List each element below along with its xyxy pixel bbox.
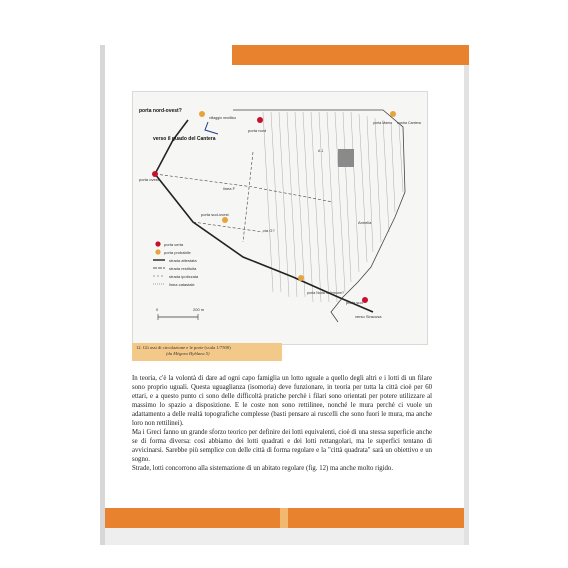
label-verso-siracusa: verso Siracusa [355, 314, 382, 319]
gate-sud-icon [362, 297, 368, 303]
bottom-orange-band [105, 508, 464, 528]
scale-zero: 0 [156, 307, 159, 312]
legend-certa-label: porta certa [164, 242, 184, 247]
top-orange-band [232, 45, 469, 65]
gate-noria-icon [298, 275, 304, 281]
label-porta-sud: porta sud [346, 300, 363, 305]
label-villaggio: villaggio neolitico [209, 116, 237, 120]
gate-mamo-icon [390, 111, 396, 117]
caption-line1: 12. Gli assi di circolazione e le porte (scala 1/7500) [136, 345, 231, 350]
paragraph-3: Strade, lotti concorrono alla sistemazione di un abitato regolare (fig. 12) ma anche molto rigido. [132, 465, 394, 472]
label-porta-noria: porta Noria Salemone? [307, 291, 344, 295]
legend-certa-icon [155, 241, 160, 246]
label-via-g: via G? [263, 228, 275, 233]
legend-attestata-label: strada attestata [169, 258, 197, 263]
label-porta-sudovest: porta sud-ovest [201, 212, 229, 217]
label-porta-nordovest: porta nord-ovest? [139, 108, 182, 114]
left-margin-strip [100, 45, 105, 545]
gate-nordovest-icon [199, 111, 205, 117]
paragraph-1: In teoria, c'è la volontà di dare ad ogni capo famiglia un lotto uguale a quello degli altri e i lotti di un filare sono proprio uguali. Questa uguaglianza (isomoria) deve funzionare, in teoria per tutta la città cioè per 60 ettari, e a questo punto ci sono delle difficoltà pratiche perchè i filari sono orientati per potere utilizzare al massimo lo spazio a disposizione. E le coste non sono rettilinee, nonché le mura perché ci vuole un adattamento a delle realtà topografiche complesse (basti pensare ai ruscelli che sono fuori le mura, ma anche loro non rettilinei). [132, 375, 432, 427]
label-verso-guado: verso il guado del Cantera [153, 136, 216, 142]
label-annella: Annella [358, 220, 372, 225]
caption-source: (da Mégara Hyblaea 5) [166, 351, 210, 356]
body-text [132, 374, 432, 473]
label-nostra-cantera: nostra Cantera [397, 121, 421, 125]
page-number-tab [280, 508, 288, 528]
city-map-figure [132, 91, 428, 345]
legend-probabile-icon [155, 249, 160, 254]
gate-nord-icon [257, 117, 263, 123]
right-margin-strip [464, 65, 469, 545]
label-linea-f: linea F [223, 186, 236, 191]
scale-end: 200 m [193, 307, 205, 312]
bottom-grey-strip [105, 528, 464, 545]
legend-catastale-label: linea catastale [169, 282, 195, 287]
figure-caption [132, 343, 282, 361]
label-porta-ovest: porta ovest [139, 177, 159, 182]
city-map [133, 92, 427, 344]
label-porta-nord: porta nord [248, 128, 267, 133]
label-porta-mamo: porta Mamo [373, 121, 393, 125]
label-a1: A 1 [318, 149, 324, 153]
gate-sudovest-icon [222, 217, 228, 223]
agora-block [338, 149, 354, 167]
legend-restituita-label: strada restituita [169, 266, 197, 271]
legend-probabile-label: porta probabile [164, 250, 191, 255]
legend-ipotizzata-label: strada ipotizzata [169, 274, 199, 279]
paragraph-2: Ma i Greci fanno un grande sforzo teorico per definire dei lotti equivalenti, cioè di una stessa superficie anche se di forma diversa: così abbiamo dei lotti quadrati e dei lotti rettangolari, ma le superfici tentano di avvicinarsi. Sarebbe più semplice con delle città di forma regolare e la "città quadrata" sarà un obiettivo e un sogno. [132, 429, 432, 463]
